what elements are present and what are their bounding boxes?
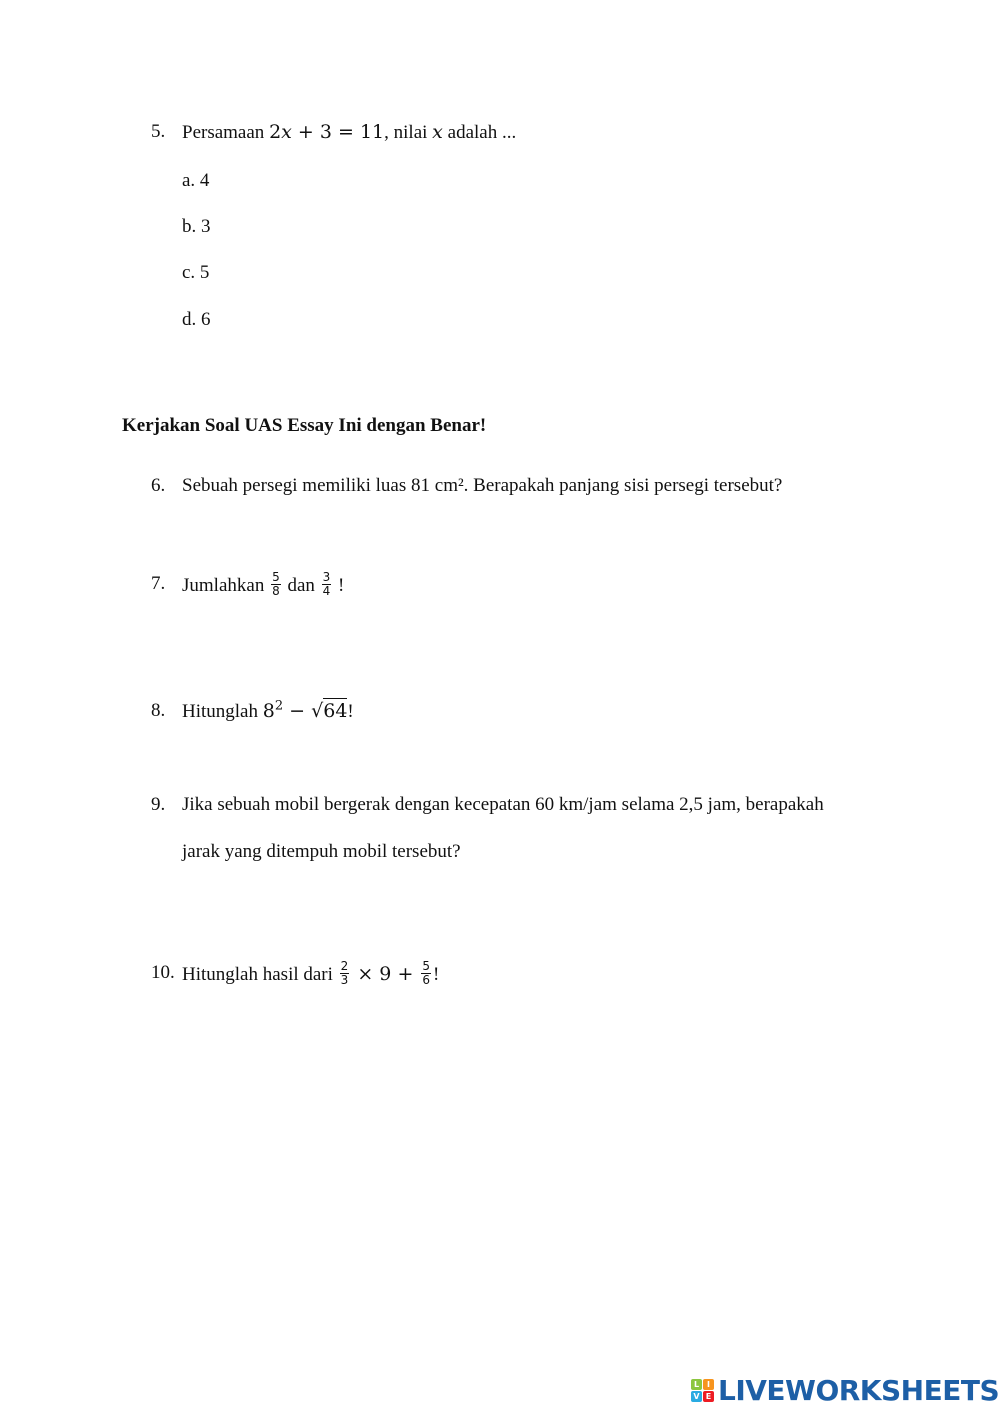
option-a: a. 4	[182, 170, 210, 191]
option-c: c. 5	[182, 262, 210, 283]
logo-mark-v: V	[691, 1391, 702, 1402]
logo-mark-i: I	[703, 1379, 714, 1390]
logo-mark-e: E	[703, 1391, 714, 1402]
liveworksheets-logo	[691, 1374, 999, 1406]
option-d: d. 6	[182, 309, 211, 330]
fraction: $\frac{5}{8}$	[272, 570, 280, 598]
fraction: $\frac{5}{6}$	[422, 959, 431, 987]
question-number: 6.	[151, 475, 166, 496]
logo-mark-l: L	[691, 1379, 702, 1390]
question-text: Persamaan 2x + 3 = 11, nilai x adalah ...	[182, 121, 517, 143]
question-text: Jumlahkan $\frac{5}{8}$ dan $\frac{3}{4}$ !	[182, 570, 345, 598]
question-text-line-2: jarak yang ditempuh mobil tersebut?	[182, 841, 461, 862]
option-b: b. 3	[182, 216, 211, 237]
question-text-line-1: Jika sebuah mobil bergerak dengan kecepatan 60 km/jam selama 2,5 jam, berapakah	[182, 794, 824, 815]
question-number: 9.	[151, 794, 166, 815]
logo-mark-icon	[691, 1379, 714, 1402]
question-number: 5.	[151, 121, 166, 142]
section-heading: Kerjakan Soal UAS Essay Ini dengan Benar!	[122, 415, 487, 436]
question-text: Hitunglah hasil dari $\frac{2}{3}$ × 9 + $\frac{5}{6}$ !	[182, 959, 440, 987]
square-root: √64	[311, 700, 348, 722]
question-text: Sebuah persegi memiliki luas 81 cm². Berapakah panjang sisi persegi tersebut?	[182, 475, 783, 496]
question-number: 7.	[151, 573, 166, 594]
question-text: Hitunglah $8^2 - √64$!	[182, 698, 354, 722]
question-number: 10.	[151, 962, 175, 983]
fraction: $\frac{3}{4}$	[322, 570, 331, 598]
equation: 2x + 3 = 11	[269, 121, 385, 143]
fraction: $\frac{2}{3}$	[340, 959, 349, 987]
question-number: 8.	[151, 700, 166, 721]
expression: $8^2 - √64$	[262, 698, 348, 722]
logo-text: LIVEWORKSHEETS	[718, 1373, 1000, 1407]
